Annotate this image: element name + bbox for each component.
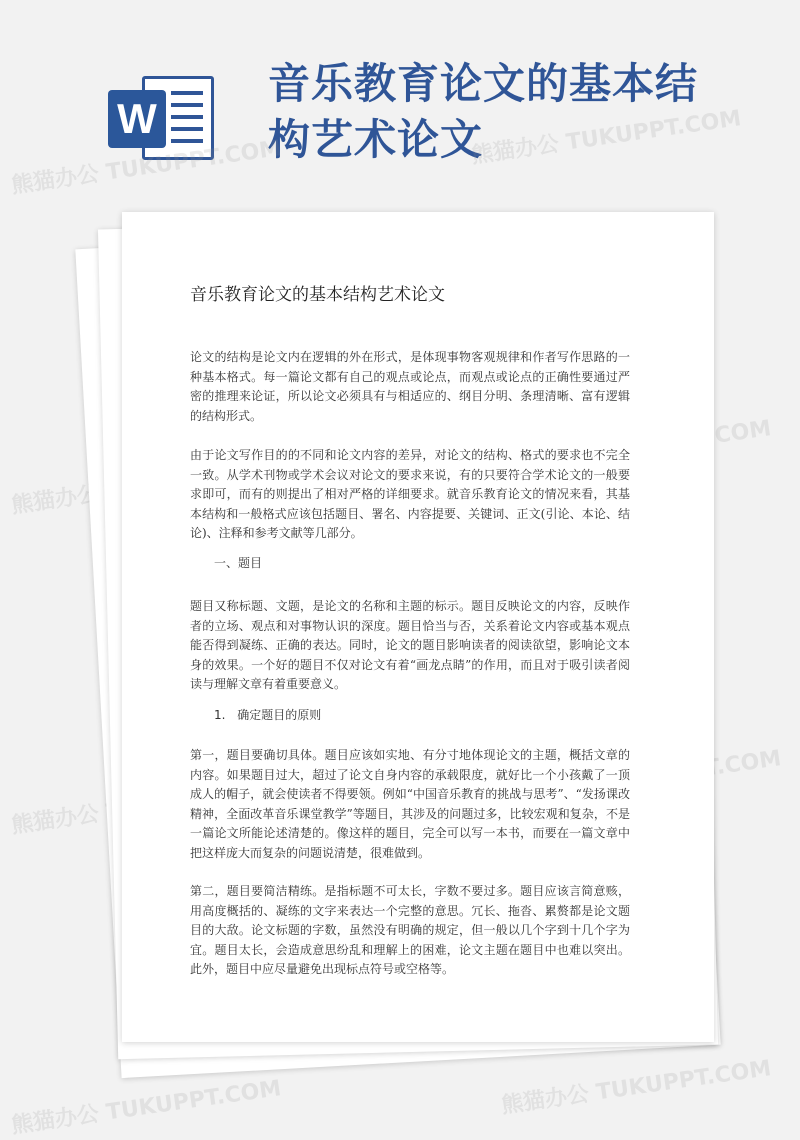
paragraph: 题目又称标题、文题，是论文的名称和主题的标示。题目反映论文的内容，反映作者的立场、观点和对事物认识的深度。题目恰当与否，关系着论文内容或基本观点能否得到凝练、正确的表达。同时，论文的题目影响读者的阅读欲望，影响论文本身的效果。一个好的题目不仅对论文有着“画龙点睛”的作用，而且对于吸引读者阅读与理解文章有着重要意义。 [190,599,630,691]
watermark: 熊猫办公 TUKUPPT.COM [9,1076,283,1139]
document-title: 音乐教育论文的基本结构艺术论文 [190,285,445,305]
word-badge: W [108,90,166,148]
subheading [214,706,321,723]
watermark: 熊猫办公 TUKUPPT.COM [9,136,283,199]
section-heading: 一、题目 [214,556,263,570]
paragraph: 第二，题目要简洁精练。是指标题不可太长，字数不要过多。题目应该言简意赅，用高度概括的、凝练的文字来表达一个完整的意思。冗长、拖沓、累赘都是论文题目的大敌。论文标题的字数，虽然没有明确的规定，但一般以几个字到十几个字为宜。题目太长，会造成意思纷乱和理解上的困难，论文主题在题目中也难以突出。此外，题目中应尽量避免出现标点符号或空格等。 [190,884,630,976]
subheading-number: 1. [214,708,226,722]
paragraph: 第一，题目要确切具体。题目应该如实地、有分寸地体现论文的主题，概括文章的内容。如果题目过大，超过了论文自身内容的承载限度，就好比一个小孩戴了一顶成人的帽子，就会使读者不得要领。例如“中国音乐教育的挑战与思考”、“发扬课改精神，全面改革音乐课堂教学”等题目，其涉及的问题过多，比较宏观和复杂，不是一篇论文所能论述清楚的。像这样的题目，完全可以写一本书，而要在一篇文章中把这样庞大而复杂的问题说清楚，很难做到。 [190,748,630,860]
watermark: 熊猫办公 [9,801,101,839]
document-page [122,212,714,1042]
watermark: 熊猫办公 TUKUPPT.COM [499,1056,773,1119]
page-title: 音乐教育论文的基本结构艺术论文 [268,59,699,164]
word-logo-icon [108,70,218,166]
subheading-text: 确定题目的原则 [237,708,322,722]
watermark: 熊猫办公 TUKUPPT.COM [469,106,743,169]
paragraph: 由于论文写作目的的不同和论文内容的差异，对论文的结构、格式的要求也不完全一致。从学术刊物或学术会议对论文的要求来说，有的只要符合学术论文的一般要求即可，而有的则提出了相对严格的详细要求。就音乐教育论文的情况来看，其基本结构和一般格式应该包括题目、署名、内容提要、关键词、正文(引论、本论、结论)、注释和参考文献等几部分。 [190,448,630,540]
watermark: 熊猫办公 [9,481,101,519]
paragraph: 论文的结构是论文内在逻辑的外在形式，是体现事物客观规律和作者写作思路的一种基本格式。每一篇论文都有自己的观点或论点，而观点或论点的正确性要通过严密的推理来论证，所以论文必须具有与相适应的、纲目分明、条理清晰、富有逻辑的结构形式。 [190,350,630,423]
